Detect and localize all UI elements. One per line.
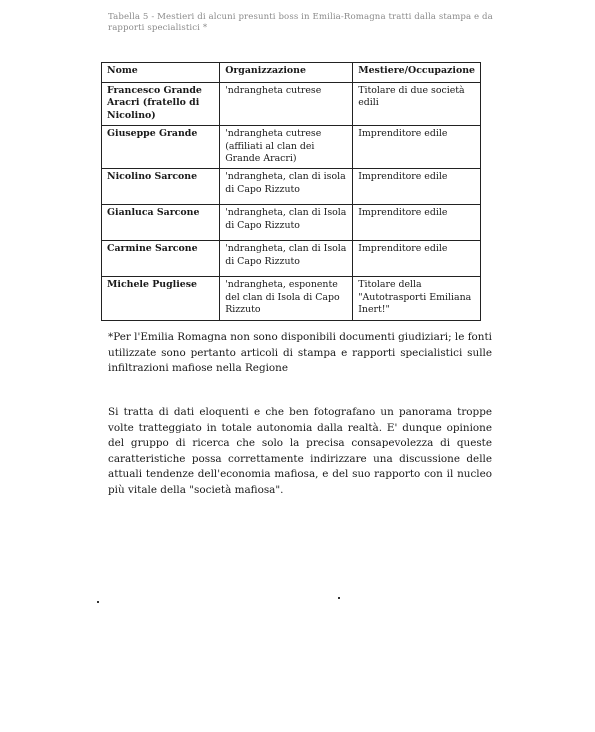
- cell-occupation: Imprenditore edile: [353, 205, 481, 241]
- scan-speck-right: [338, 597, 340, 599]
- table-row: [102, 277, 481, 321]
- column-header-mestiere: Mestiere/Occupazione: [353, 63, 481, 83]
- table-row: [102, 205, 481, 241]
- table-footnote: *Per l'Emilia Romagna non sono disponibili documenti giudiziari; le fonti utilizzate sono pertanto articoli di stampa e rapporti specialistici sulle infiltrazioni mafiose nella Regione: [108, 331, 492, 374]
- cell-occupation: Titolare della "Autotrasporti Emiliana Inert!": [353, 277, 481, 321]
- table-row: [102, 169, 481, 205]
- cell-name: Francesco Grande Aracri (fratello di Nicolino): [102, 83, 220, 126]
- column-header-nome: Nome: [102, 63, 220, 83]
- body-paragraph: Si tratta di dati eloquenti e che ben fotografano un panorama troppe volte tratteggiato in totale autonomia dalla realtà. E' dunque opinione del gruppo di ricerca che solo la precisa consapevolezza di queste caratteristiche possa correttamente indirizzare una discussione delle attuali tendenze dell'economia mafiosa, e del suo rapporto con il nucleo più vitale della "società mafiosa".: [108, 406, 492, 496]
- table-row: [102, 83, 481, 126]
- table-caption: Tabella 5 - Mestieri di alcuni presunti boss in Emilia-Romagna tratti dalla stampa e da rapporti specialistici *: [108, 12, 493, 33]
- cell-name: Michele Pugliese: [102, 277, 220, 321]
- cell-name: Carmine Sarcone: [102, 241, 220, 277]
- cell-organization: 'ndrangheta cutrese (affiliati al clan dei Grande Aracri): [220, 126, 353, 169]
- table-row: [102, 241, 481, 277]
- cell-name: Nicolino Sarcone: [102, 169, 220, 205]
- cell-occupation: Imprenditore edile: [353, 241, 481, 277]
- boss-table: [101, 62, 481, 321]
- cell-occupation: Imprenditore edile: [353, 169, 481, 205]
- column-header-organizzazione: Organizzazione: [220, 63, 353, 83]
- cell-name: Gianluca Sarcone: [102, 205, 220, 241]
- cell-organization: 'ndrangheta, clan di Isola di Capo Rizzuto: [220, 205, 353, 241]
- cell-occupation: Titolare di due società edili: [353, 83, 481, 126]
- cell-organization: 'ndrangheta, clan di Isola di Capo Rizzuto: [220, 241, 353, 277]
- table-row: [102, 126, 481, 169]
- cell-name: Giuseppe Grande: [102, 126, 220, 169]
- table-header-row: [102, 63, 481, 83]
- cell-organization: 'ndrangheta, clan di isola di Capo Rizzuto: [220, 169, 353, 205]
- scan-speck-left: [97, 601, 99, 603]
- cell-organization: 'ndrangheta cutrese: [220, 83, 353, 126]
- cell-organization: 'ndrangheta, esponente del clan di Isola di Capo Rizzuto: [220, 277, 353, 321]
- cell-occupation: Imprenditore edile: [353, 126, 481, 169]
